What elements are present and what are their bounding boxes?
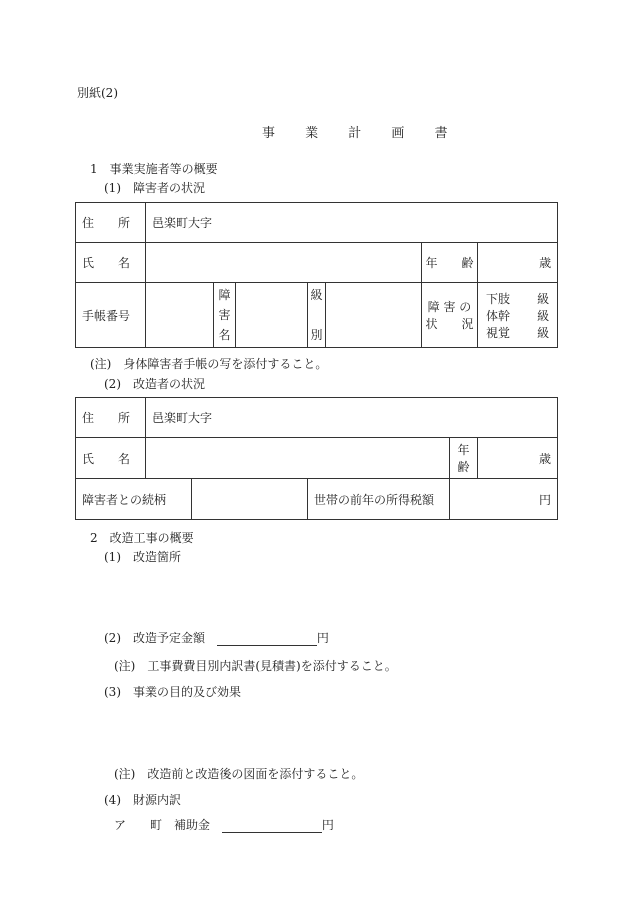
tax-field[interactable] [450, 479, 558, 520]
funding-unit: 円 [321, 818, 334, 832]
name-label: 氏 名 [76, 243, 146, 283]
address-label: 住 所 [76, 203, 146, 243]
planned-cost-row [104, 629, 329, 646]
planned-cost-field[interactable] [217, 631, 317, 646]
planned-cost-unit: 円 [316, 631, 329, 645]
disability-status-field[interactable] [478, 283, 558, 348]
name-field[interactable] [146, 243, 422, 283]
limb-unit: 級 [537, 308, 550, 323]
status-label-line1: 障 害 の [427, 300, 472, 314]
funding-row [114, 816, 334, 833]
funding-label: ア 町 補助金 [114, 818, 211, 832]
planned-cost-label: (2) 改造予定金額 [104, 631, 205, 645]
tax-label: 世帯の前年の所得税額 [308, 479, 450, 520]
disabled-person-table [75, 202, 558, 348]
section1-sub1: (1) 障害者の状況 [104, 181, 205, 195]
document-title: 事 業 計 画 書 [262, 126, 461, 141]
grade-label [308, 283, 326, 348]
vert-char: 害 [218, 308, 231, 322]
limb-part: 下肢 [486, 291, 511, 306]
limb-unit: 級 [537, 325, 550, 340]
section2-sub4: (4) 財源内訳 [104, 793, 181, 807]
address-field[interactable] [146, 398, 558, 438]
note-estimate: (注) 工事費費目別内訳書(見積書)を添付すること。 [114, 659, 397, 673]
grade-field[interactable] [326, 283, 422, 348]
address-field[interactable] [146, 203, 558, 243]
handbook-label: 手帳番号 [76, 283, 146, 348]
limb-unit: 級 [537, 291, 550, 306]
limb-row [478, 324, 557, 341]
relation-field[interactable] [192, 479, 308, 520]
address-value: 邑楽町大字 [152, 216, 213, 230]
address-value: 邑楽町大字 [152, 411, 213, 425]
limb-part: 体幹 [486, 308, 511, 323]
limb-row [478, 307, 557, 324]
vert-char: 名 [218, 328, 231, 342]
attachment-label: 別紙(2) [77, 86, 118, 100]
modifier-table [75, 397, 558, 520]
age-label: 年 齢 [422, 243, 478, 283]
limb-part: 視覚 [486, 325, 511, 340]
age-unit: 歳 [539, 256, 552, 270]
note-handbook-copy: (注) 身体障害者手帳の写を添付すること。 [90, 357, 328, 371]
disability-status-label [422, 283, 478, 348]
vert-char: 級 [310, 288, 323, 302]
age-field[interactable] [478, 243, 558, 283]
name-field[interactable] [146, 438, 450, 479]
status-label-line2: 状 況 [425, 317, 474, 331]
section1-heading: 1 事業実施者等の概要 [90, 162, 218, 176]
name-label: 氏 名 [76, 438, 146, 479]
tax-unit: 円 [539, 492, 552, 507]
vert-char: 障 [218, 288, 231, 302]
section1-sub2: (2) 改造者の状況 [104, 377, 205, 391]
funding-field[interactable] [222, 818, 322, 833]
disability-name-label [214, 283, 236, 348]
age-unit: 歳 [539, 451, 552, 466]
limb-row [478, 290, 557, 307]
vert-char: 別 [310, 328, 323, 342]
note-drawings: (注) 改造前と改造後の図面を添付すること。 [114, 767, 364, 781]
section2-heading: 2 改造工事の概要 [90, 531, 194, 545]
age-label: 年 齢 [450, 438, 478, 479]
address-label: 住 所 [76, 398, 146, 438]
section2-sub3: (3) 事業の目的及び効果 [104, 685, 241, 699]
disability-name-field[interactable] [236, 283, 308, 348]
handbook-number-field[interactable] [146, 283, 214, 348]
relation-label: 障害者との続柄 [76, 479, 192, 520]
section2-sub1: (1) 改造箇所 [104, 550, 181, 564]
